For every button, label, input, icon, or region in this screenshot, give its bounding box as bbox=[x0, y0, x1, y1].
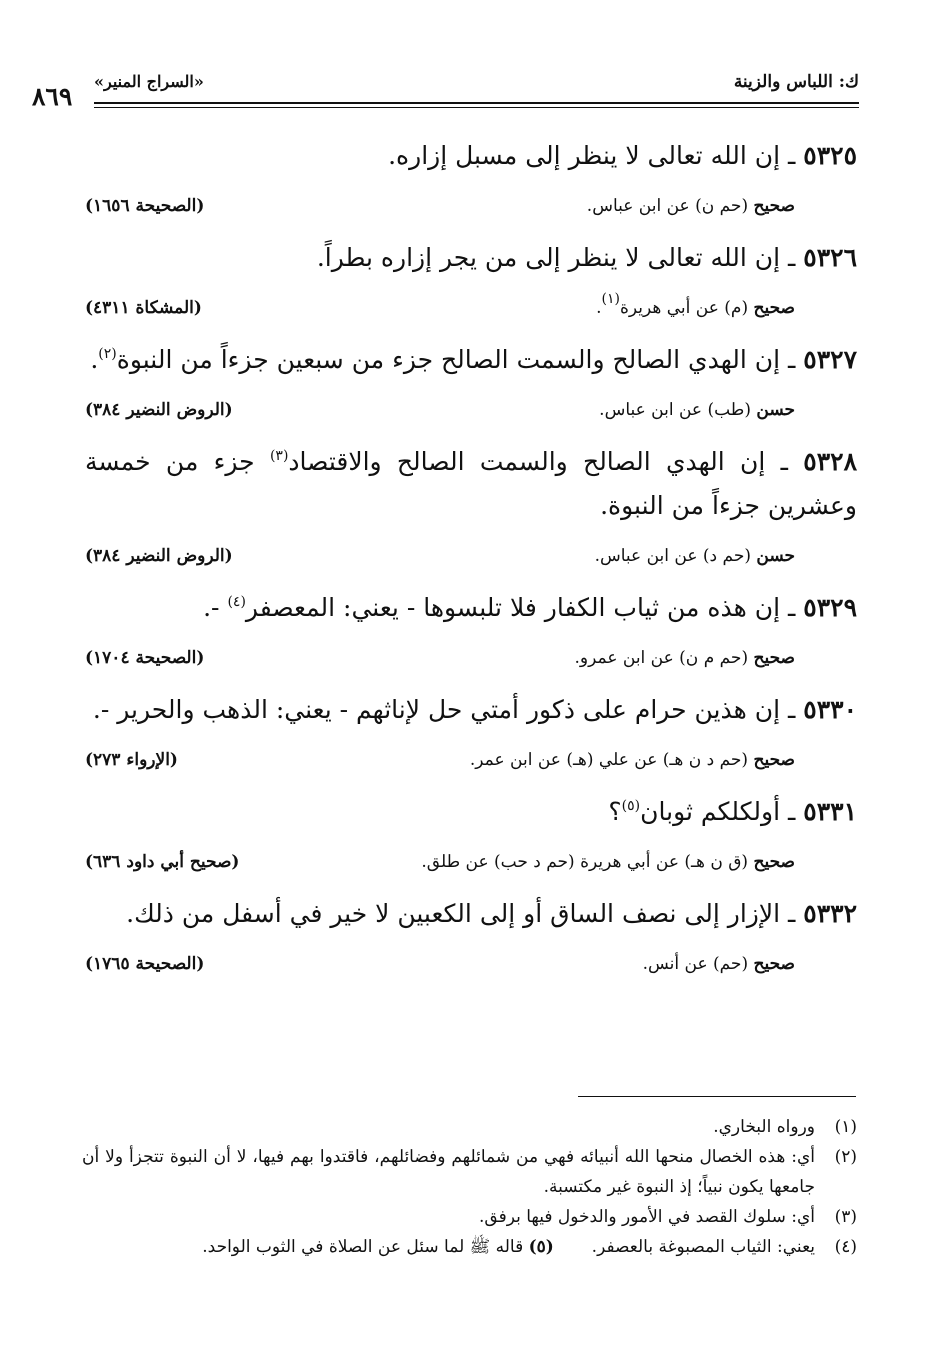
header-rule-thin bbox=[94, 107, 859, 108]
hadith-sources bbox=[575, 648, 795, 668]
hadith-body: إن هذين حرام على ذكور أمتي حل لإناثهم - يعني: الذهب والحرير -. bbox=[92, 695, 781, 724]
footnote-number: (١) bbox=[834, 1117, 857, 1137]
footnote bbox=[82, 1112, 857, 1142]
footnote-number: (٥) bbox=[528, 1237, 554, 1257]
footnote-text: أي: هذه الخصال منحها الله أنبيائه فهي من شمائلهم وفضائلهم، فاقتدوا بهم فيها، لا أن النبوة تتجزأ ولا أن جامعها يكون نبياً؛ إذ النبوة غير مكتسبة. bbox=[82, 1147, 815, 1197]
hadith-grade: صحيح bbox=[753, 298, 795, 318]
hadith-body: إن هذه من ثياب الكفار فلا تلبسوها - يعني: المعصفر bbox=[245, 593, 781, 622]
hadith-sources bbox=[596, 291, 795, 318]
hadith-sources bbox=[595, 546, 795, 566]
footnote-separator bbox=[578, 1096, 856, 1097]
hadith-sources-text: (حم د) عن ابن عباس. bbox=[594, 546, 751, 566]
page-header bbox=[32, 70, 859, 118]
hadith-sources-text: (ق ن هـ) عن أبي هريرة (حم د حب) عن طلق. bbox=[421, 852, 749, 872]
footnote-text: ورواه البخاري. bbox=[713, 1117, 815, 1137]
hadith-reference: (الروض النضير ٣٨٤) bbox=[85, 400, 233, 420]
hadith-grade: حسن bbox=[756, 400, 795, 420]
footnote-marker: (٣) bbox=[269, 448, 289, 464]
footnote-marker: (٤) bbox=[227, 594, 246, 610]
footnote bbox=[82, 1142, 857, 1202]
hadith-entry bbox=[85, 440, 857, 572]
hadith-text: ٥٣٣١ ـ أولكلكم ثوبان$^{(٥)}$؟ bbox=[608, 797, 857, 826]
hadith-sources bbox=[599, 400, 795, 420]
hadith-sources-text: (حم م ن) عن ابن عمرو. bbox=[574, 648, 749, 668]
hadith-body: إن الله تعالى لا ينظر إلى مسبل إزاره. bbox=[388, 141, 781, 170]
hadith-list bbox=[85, 134, 857, 994]
book-title: «السراج المنير» bbox=[94, 72, 204, 91]
hadith-body-end: . bbox=[90, 345, 99, 374]
footnote-text: أي: سلوك القصد في الأمور والدخول فيها برفق. bbox=[479, 1207, 815, 1227]
hadith-source-row bbox=[85, 848, 857, 878]
footnote bbox=[82, 1232, 857, 1262]
hadith-entry bbox=[85, 688, 857, 776]
hadith-number: ٥٣٢٨ bbox=[803, 447, 857, 476]
footnote-text: يعني: الثياب المصبوغة بالعصفر. bbox=[591, 1237, 815, 1257]
header-rule bbox=[94, 102, 859, 104]
hadith-text: ٥٣٢٨ ـ إن الهدي الصالح والسمت الصالح والاقتصاد$^{(٣)}$ جزء من خمسة وعشرين جزءاً من النبوة. bbox=[85, 447, 857, 520]
hadith-number: ٥٣٣٠ bbox=[803, 695, 857, 724]
hadith-source-row bbox=[85, 396, 857, 426]
hadith-body: أولكلكم ثوبان bbox=[640, 797, 781, 826]
hadith-body-end: جزء من خمسة وعشرين جزءاً من النبوة. bbox=[85, 447, 857, 520]
hadith-body: إن الله تعالى لا ينظر إلى من يجر إزاره بطراً. bbox=[316, 243, 781, 272]
hadith-sources-text: (حم ن) عن ابن عباس. bbox=[586, 196, 749, 216]
hadith-source-row bbox=[85, 192, 857, 222]
footnote-marker: (٢) bbox=[98, 346, 117, 362]
hadith-sources-end: . bbox=[596, 298, 602, 318]
hadith-sources-text: (حم د ن هـ) عن علي (هـ) عن ابن عمر. bbox=[469, 750, 749, 770]
hadith-sources bbox=[421, 852, 795, 872]
footnote-number: (٢) bbox=[834, 1147, 857, 1167]
hadith-number: ٥٣٢٧ bbox=[803, 345, 857, 374]
hadith-entry bbox=[85, 790, 857, 878]
footnotes bbox=[82, 1112, 857, 1262]
hadith-body: إن الهدي الصالح والسمت الصالح جزء من سبعين جزءاً من النبوة bbox=[116, 345, 781, 374]
hadith-reference: (الروض النضير ٣٨٤) bbox=[85, 546, 233, 566]
hadith-grade: صحيح bbox=[753, 852, 795, 872]
hadith-entry bbox=[85, 586, 857, 674]
hadith-number: ٥٣٢٥ bbox=[803, 141, 857, 170]
hadith-source-row bbox=[85, 542, 857, 572]
hadith-entry bbox=[85, 236, 857, 324]
hadith-body-end: ؟ bbox=[608, 797, 622, 826]
footnote bbox=[82, 1202, 857, 1232]
hadith-sources-text: (طب) عن ابن عباس. bbox=[599, 400, 751, 420]
hadith-reference: (المشكاة ٤٣١١) bbox=[85, 298, 202, 318]
hadith-entry bbox=[85, 134, 857, 222]
hadith-reference: (الإرواء ٢٧٣) bbox=[85, 750, 178, 770]
hadith-number: ٥٣٣٢ bbox=[803, 899, 857, 928]
hadith-source-row bbox=[85, 644, 857, 674]
footnote-marker: (١) bbox=[601, 291, 620, 307]
hadith-text: ٥٣٣٠ ـ إن هذين حرام على ذكور أمتي حل لإناثهم - يعني: الذهب والحرير -. bbox=[92, 695, 857, 724]
hadith-grade: صحيح bbox=[753, 750, 795, 770]
hadith-number: ٥٣٣١ bbox=[803, 797, 857, 826]
hadith-sources bbox=[470, 750, 795, 770]
footnote-marker: (٥) bbox=[621, 798, 641, 814]
hadith-grade: صحيح bbox=[753, 648, 795, 668]
hadith-entry bbox=[85, 338, 857, 426]
hadith-sources-text: (حم) عن أنس. bbox=[642, 954, 749, 974]
hadith-grade: صحيح bbox=[753, 196, 795, 216]
hadith-sources bbox=[587, 196, 795, 216]
hadith-body-end: -. bbox=[203, 593, 228, 622]
page-number: ٨٦٩ bbox=[32, 82, 73, 111]
hadith-reference: (الصحيحة ١٦٥٦) bbox=[85, 196, 205, 216]
hadith-grade: حسن bbox=[756, 546, 795, 566]
hadith-source-row bbox=[85, 950, 857, 980]
hadith-source-row bbox=[85, 291, 857, 324]
hadith-text: ٥٣٢٥ ـ إن الله تعالى لا ينظر إلى مسبل إزاره. bbox=[388, 141, 857, 170]
hadith-reference: (صحيح أبي داود ٦٣٦) bbox=[85, 852, 240, 872]
hadith-text: ٥٣٣٢ ـ الإزار إلى نصف الساق أو إلى الكعبين لا خير في أسفل من ذلك. bbox=[126, 899, 857, 928]
hadith-entry bbox=[85, 892, 857, 980]
footnote-text: قاله ﷺ لما سئل عن الصلاة في الثوب الواحد. bbox=[202, 1237, 524, 1257]
hadith-sources-text: (م) عن أبي هريرة bbox=[620, 298, 749, 318]
footnote-number: (٤) bbox=[834, 1237, 857, 1257]
hadith-grade: صحيح bbox=[753, 954, 795, 974]
hadith-body: الإزار إلى نصف الساق أو إلى الكعبين لا خير في أسفل من ذلك. bbox=[126, 899, 781, 928]
hadith-text: ٥٣٢٦ ـ إن الله تعالى لا ينظر إلى من يجر إزاره بطراً. bbox=[316, 243, 857, 272]
hadith-reference: (الصحيحة ١٧٠٤) bbox=[85, 648, 205, 668]
footnote-number: (٣) bbox=[834, 1207, 857, 1227]
hadith-number: ٥٣٢٩ bbox=[803, 593, 857, 622]
hadith-source-row bbox=[85, 746, 857, 776]
hadith-sources bbox=[643, 954, 795, 974]
hadith-number: ٥٣٢٦ bbox=[803, 243, 857, 272]
hadith-text: ٥٣٢٩ ـ إن هذه من ثياب الكفار فلا تلبسوها - يعني: المعصفر$^{(٤)}$ -. bbox=[203, 593, 857, 622]
hadith-body: إن الهدي الصالح والسمت الصالح والاقتصاد bbox=[288, 447, 766, 476]
hadith-reference: (الصحيحة ١٧٦٥) bbox=[85, 954, 205, 974]
hadith-text: ٥٣٢٧ ـ إن الهدي الصالح والسمت الصالح جزء من سبعين جزءاً من النبوة$^{(٢)}$. bbox=[90, 345, 857, 374]
chapter-title: ك: اللباس والزينة bbox=[733, 72, 859, 92]
